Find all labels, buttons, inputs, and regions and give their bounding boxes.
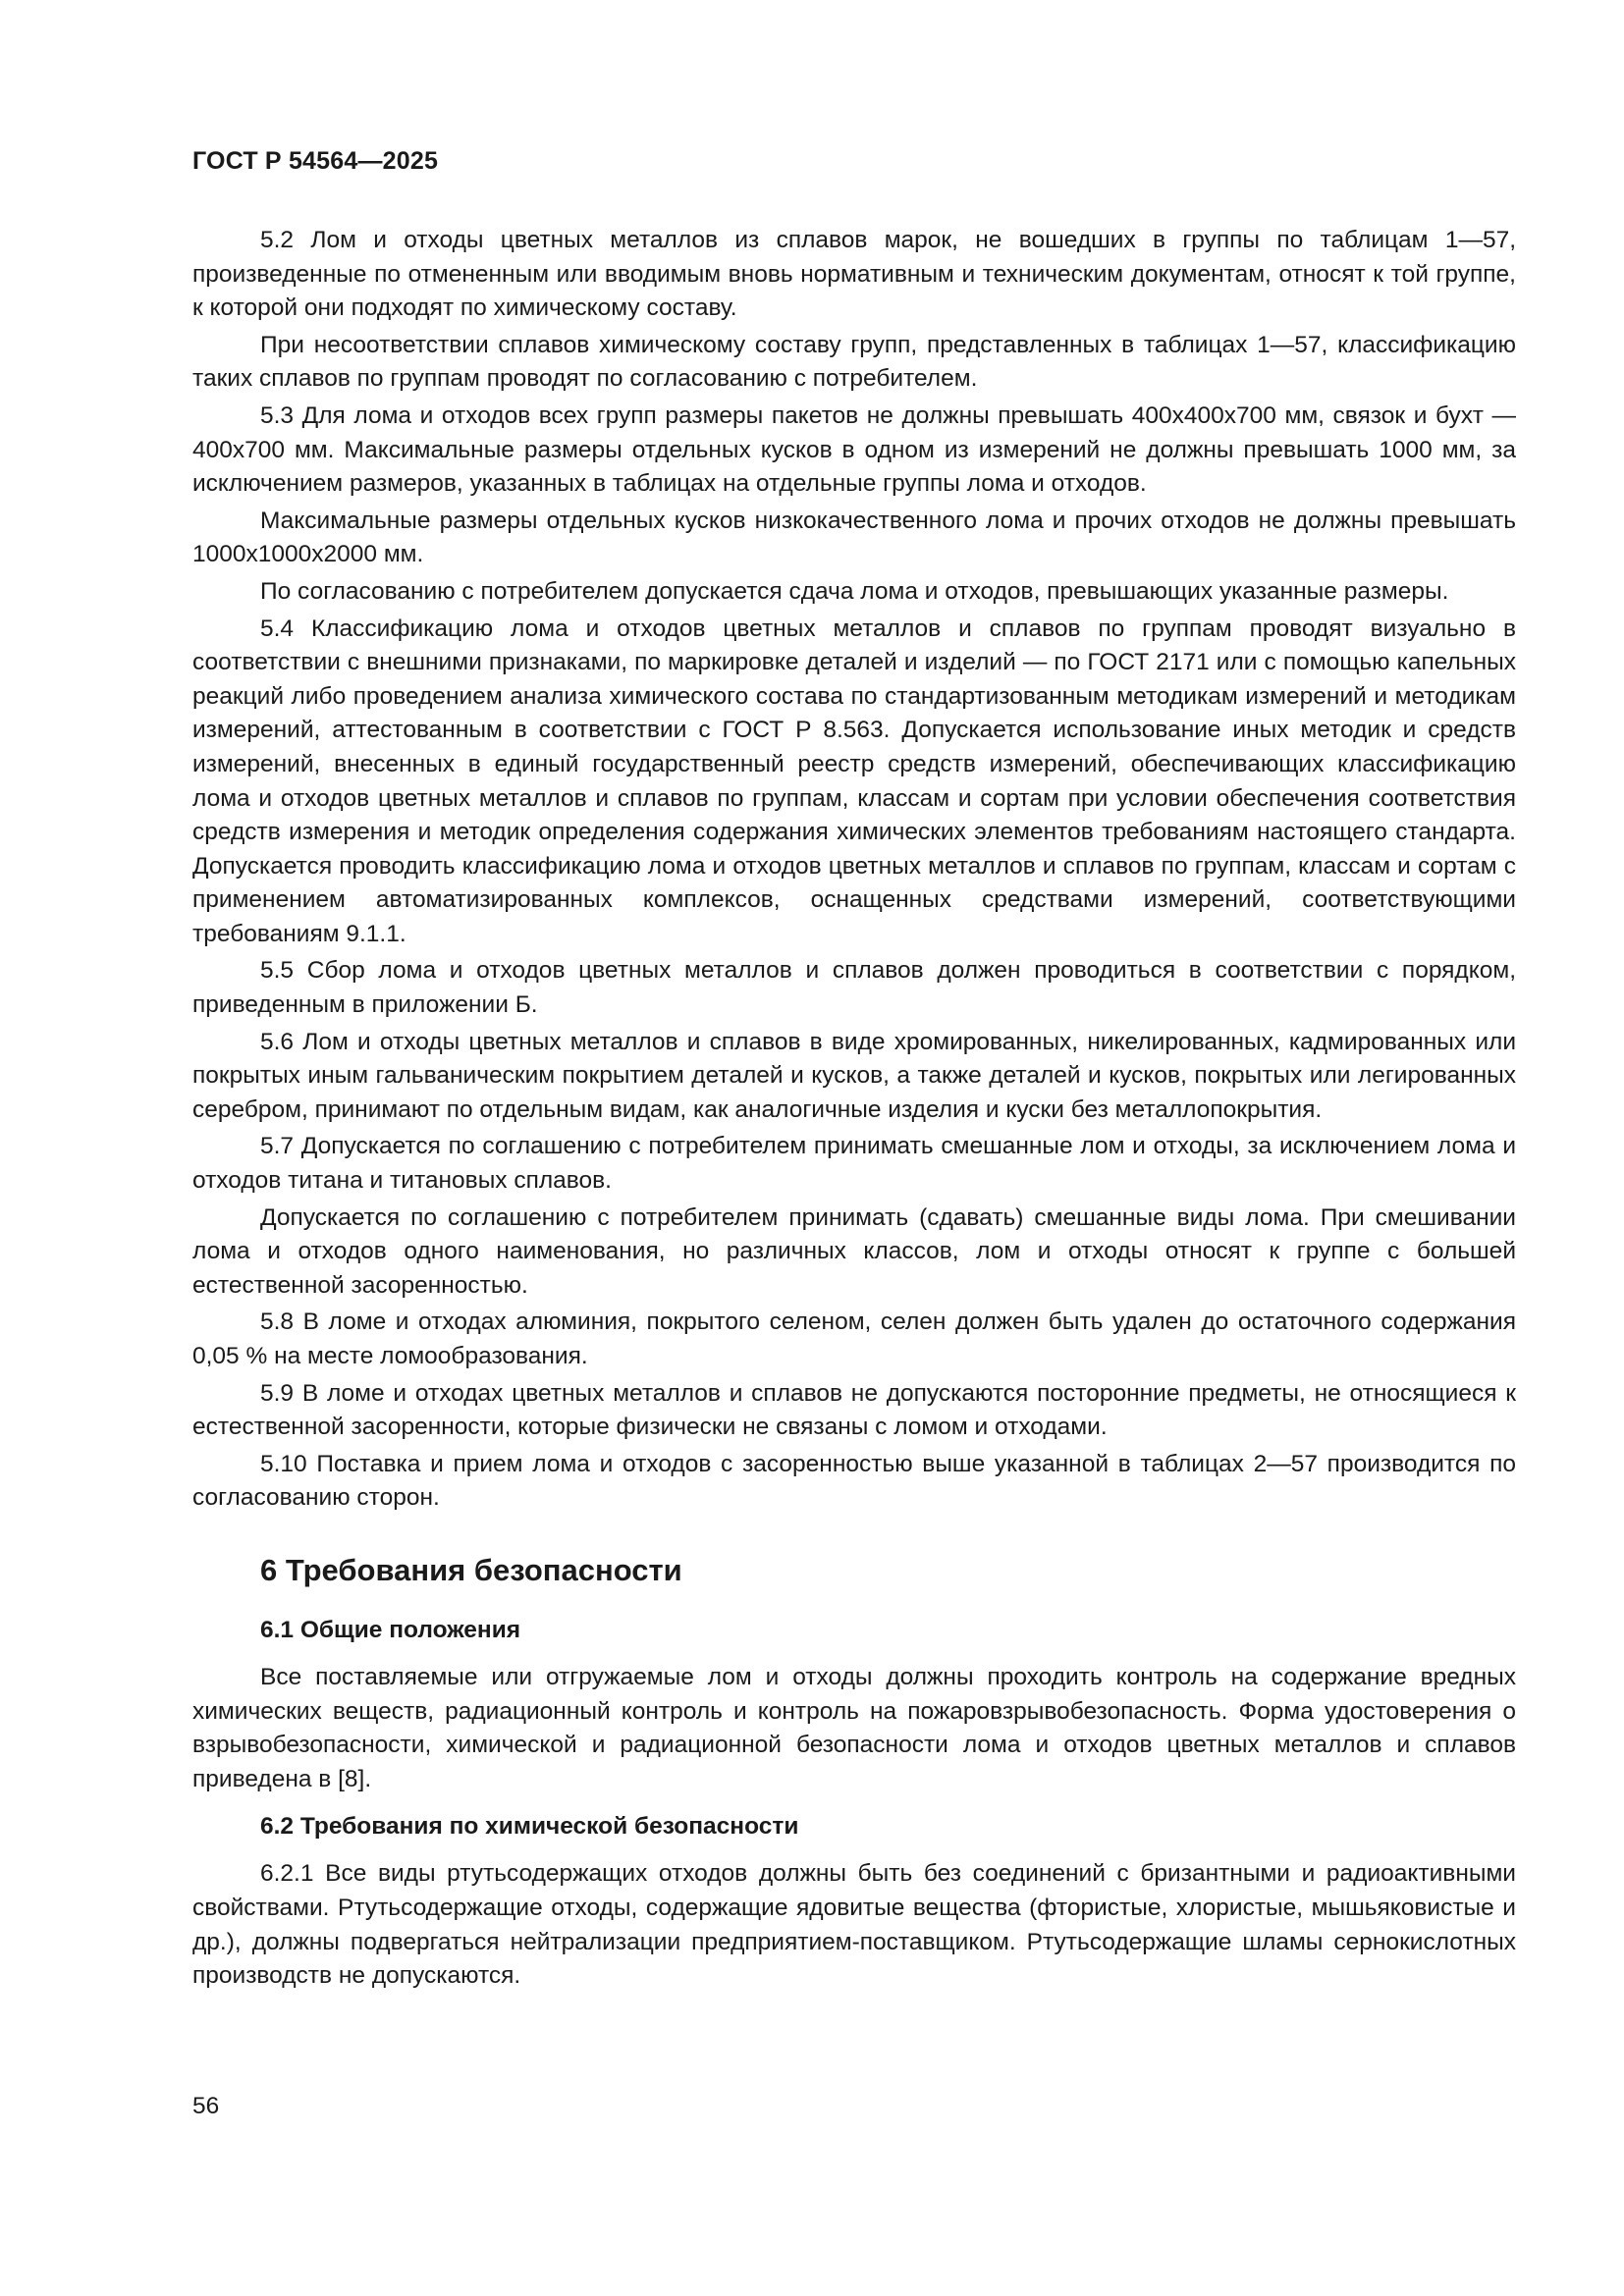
paragraph-5-7: 5.7 Допускается по соглашению с потребителем принимать смешанные лом и отходы, за исключением лома и отходов титана и титановых сплавов.	[192, 1133, 1516, 1195]
paragraph-5-10: 5.10 Поставка и прием лома и отходов с засоренностью выше указанной в таблицах 2—57 производится по согласованию сторон.	[192, 1450, 1516, 1512]
paragraph-6-1: Все поставляемые или отгружаемые лом и отходы должны проходить контроль на содержание вредных химических веществ, радиационный контроль и контроль на пожаровзрывобезопасность. Форма удостоверения о взрывобезопасности, химической и радиационной безопасности лома и отходов цветных металлов и сплавов приведена в [8].	[192, 1663, 1516, 1792]
paragraph-6-2-1: 6.2.1 Все виды ртутьсодержащих отходов должны быть без соединений с бризантными и радиоактивными свойствами. Ртутьсодержащие отходы, содержащие ядовитые вещества (фтористые, хлористые, мышьяковистые и др.), должны подвергаться нейтрализации предприятием-поставщиком. Ртутьсодержащие шламы сернокислотных производств не допускаются.	[192, 1860, 1516, 1990]
paragraph-5-9: 5.9 В ломе и отходах цветных металлов и сплавов не допускаются посторонние предметы, не относящиеся к естественной засоренности, которые физически не связаны с ломом и отходами.	[192, 1379, 1516, 1441]
document-code: ГОСТ Р 54564—2025	[192, 147, 439, 175]
paragraph-5-5: 5.5 Сбор лома и отходов цветных металлов и сплавов должен проводиться в соответствии с порядком, приведенным в приложении Б.	[192, 957, 1516, 1019]
paragraph-5-6: 5.6 Лом и отходы цветных металлов и сплавов в виде хромированных, никелированных, кадмированных или покрытых иным гальваническим покрытием деталей и кусков, а также деталей и кусков, покрытых или легированных серебром, принимают по отдельным видам, как аналогичные изделия и куски без металлопокрытия.	[192, 1028, 1516, 1123]
paragraph-5-8: 5.8 В ломе и отходах алюминия, покрытого селеном, селен должен быть удален до остаточного содержания 0,05 % на месте ломообразования.	[192, 1308, 1516, 1369]
subsection-6-2-heading: 6.2 Требования по химической безопасности	[260, 1813, 799, 1841]
document-body	[192, 224, 1516, 1997]
section-6-heading: 6 Требования безопасности	[260, 1552, 682, 1587]
document-page	[192, 0, 1516, 2296]
paragraph-5-3-agreement: По согласованию с потребителем допускается сдача лома и отходов, превышающих указанные размеры.	[260, 577, 1449, 605]
paragraph-5-7-mixed: Допускается по соглашению с потребителем принимать (сдавать) смешанные виды лома. При смешивании лома и отходов одного наименования, но различных классов, лом и отходы относят к группе с большей естественной засоренностью.	[192, 1203, 1516, 1299]
paragraph-5-2-note: При несоответствии сплавов химическому составу групп, представленных в таблицах 1—57, классификацию таких сплавов по группам проводят по согласованию с потребителем.	[192, 331, 1516, 393]
paragraph-5-4: 5.4 Классификацию лома и отходов цветных металлов и сплавов по группам проводят визуально в соответствии с внешними признаками, по маркировке деталей и изделий — по ГОСТ 2171 или с помощью капельных реакций либо проведением анализа химического состава по стандартизованным методикам измерений и методикам измерений, аттестованным в соответствии с ГОСТ Р 8.563. Допускается использование иных методик и средств измерений, внесенных в единый государственный реестр средств измерений, обеспечивающих классификацию лома и отходов цветных металлов и сплавов по группам, классам и сортам при условии обеспечения соответствия средств измерения и методик определения содержания химических элементов требованиям настоящего стандарта. Допускается проводить классификацию лома и отходов цветных металлов и сплавов по группам, классам и сортам с применением автоматизированных комплексов, оснащенных средствами измерений, соответствующими требованиям 9.1.1.	[192, 614, 1516, 947]
paragraph-5-3: 5.3 Для лома и отходов всех групп размеры пакетов не должны превышать 400x400x700 мм, связок и бухт — 400x700 мм. Максимальные размеры отдельных кусков в одном из измерений не должны превышать 1000 мм, за исключением размеров, указанных в таблицах на отдельные группы лома и отходов.	[192, 401, 1516, 498]
page-number: 56	[192, 2093, 220, 2119]
paragraph-5-2: 5.2 Лом и отходы цветных металлов из сплавов марок, не вошедших в группы по таблицам 1—57, произведенные по отмененным или вводимым вновь нормативным и техническим документам, относят к той группе, к которой они подходят по химическому составу.	[192, 227, 1516, 322]
subsection-6-1-heading: 6.1 Общие положения	[260, 1616, 521, 1643]
paragraph-5-3-max-sizes: Максимальные размеры отдельных кусков низкокачественного лома и прочих отходов не должны превышать 1000x1000x2000 мм.	[192, 507, 1516, 568]
